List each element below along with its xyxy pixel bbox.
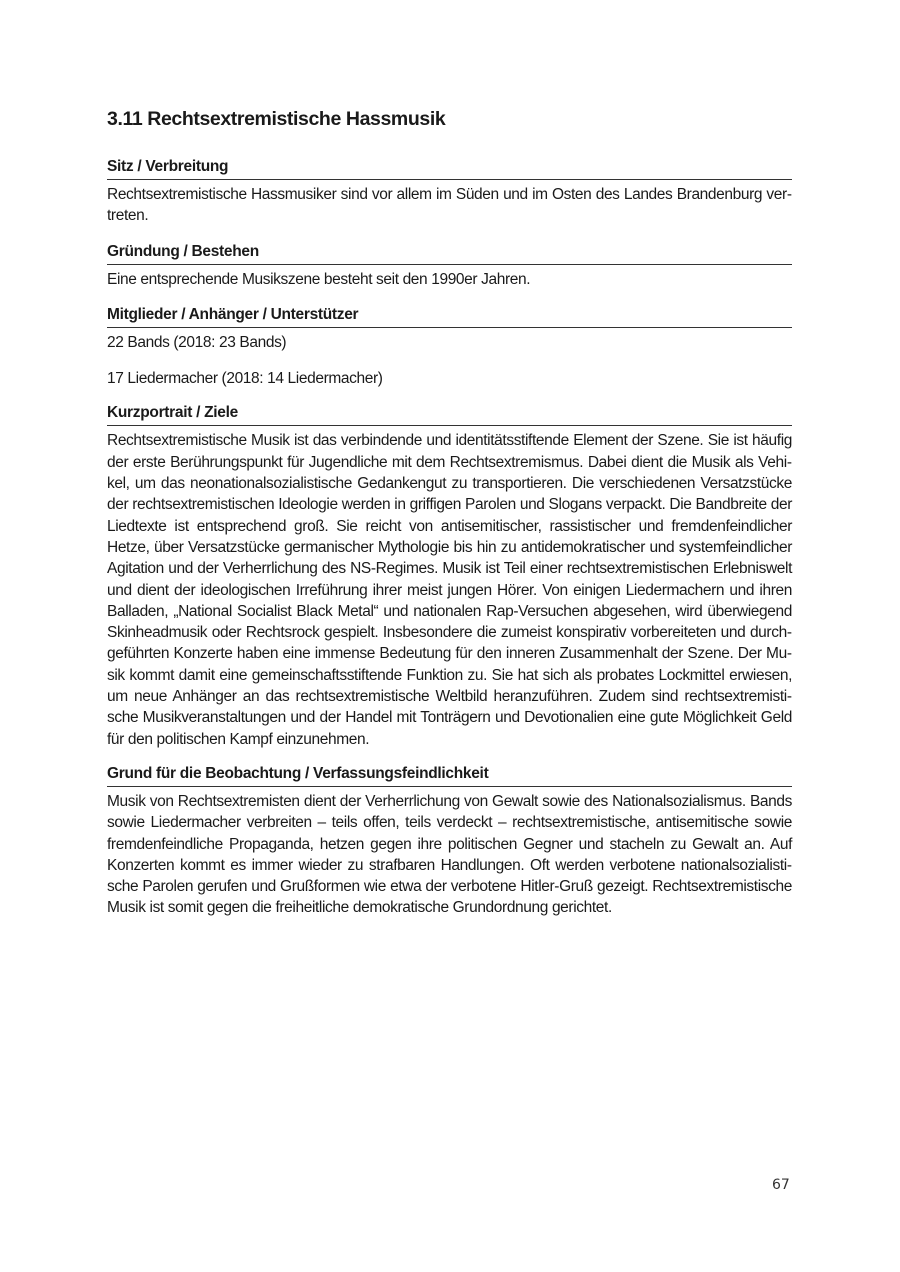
section-title: 3.11 Rechtsextremistische Hassmusik xyxy=(107,108,446,130)
section-heading: Gründung / Bestehen xyxy=(107,242,792,265)
section-paragraph: Rechtsextremistische Musik ist das verbindende und identitätsstiftende Element der Szene. Sie ist häufig der erste Berührungspunkt für Jugendliche mit dem Rechtsextremismus. Dabei dient die Musik als Vehikel, um das neonationalsozialistische Gedankengut zu transportieren. Die verschiedenen Versatzstücke der rechtsextremistischen Ideologie werden in griffigen Parolen und Slogans verpackt. Die Bandbreite der Liedtexte ist entsprechend groß. Sie reicht von antisemitischer, rassistischer und fremdenfeindlicher Hetze, über Versatzstücke germanischer Mythologie bis hin zu antidemokratischer und systemfeindlicher Agitation und der Verherrlichung des NS-Regimes. Musik ist Teil einer rechtsextremistischen Erlebniswelt und dient der ideologischen Irreführung ihrer meist jungen Hörer. Von einigen Liedermachern und ihren Balladen, „National Socialist Black Metal“ und nationalen Rap-Versuchen abgesehen, wird überwiegend Skinheadmusik oder Rechtsrock gespielt. Insbesondere die zumeist konspirativ vorbereiteten und durchgeführten Konzerte haben eine immense Bedeutung für den inneren Zusammenhalt der Szene. Der Musik kommt damit eine gemeinschaftsstiftende Funktion zu. Sie hat sich als probates Lockmittel erwiesen, um neue Anhänger an das rechtsextremistische Weltbild heranzuführen. Zudem sind rechtsextremistische Musikveranstaltungen und der Handel mit Tonträgern und Devotionalien eine gute Möglichkeit Geld für den politischen Kampf einzunehmen. xyxy=(107,432,792,748)
section-paragraph: 22 Bands (2018: 23 Bands) xyxy=(107,333,287,351)
section-paragraph: Rechtsextremistische Hassmusiker sind vor allem im Süden und im Osten des Landes Brandenburg vertreten. xyxy=(107,186,792,225)
section-paragraph: 17 Liedermacher (2018: 14 Liedermacher) xyxy=(107,370,383,388)
section-grund-beobachtung xyxy=(107,764,792,919)
document-page xyxy=(107,104,792,919)
section-heading: Kurzportrait / Ziele xyxy=(107,403,792,426)
section-paragraph: Musik von Rechtsextremisten dient der Verherrlichung von Gewalt sowie des Nationalsozialismus. Bands sowie Liedermacher verbreiten – teils offen, teils verdeckt – rechtsextremistische, antisemitische sowie fremdenfeindliche Propaganda, hetzen gegen ihre politischen Gegner und stacheln zu Gewalt an. Auf Konzerten kommt es immer wieder zu strafbaren Handlungen. Oft werden verbotene nationalsozialistische Parolen gerufen und Grußformen wie etwa der verbotene Hitler-Gruß gezeigt. Rechtsextremistische Musik ist somit gegen die freiheitliche demokratische Grundordnung gerichtet. xyxy=(107,792,792,917)
page-number: 67 xyxy=(772,1177,790,1193)
section-kurzportrait-ziele xyxy=(107,403,792,749)
section-sitz-verbreitung xyxy=(107,157,792,227)
section-mitglieder xyxy=(107,305,792,390)
section-heading: Grund für die Beobachtung / Verfassungsfeindlichkeit xyxy=(107,764,792,787)
section-gruendung-bestehen xyxy=(107,242,792,290)
section-heading: Mitglieder / Anhänger / Unterstützer xyxy=(107,305,792,328)
section-paragraph: Eine entsprechende Musikszene besteht seit den 1990er Jahren. xyxy=(107,270,531,288)
section-heading: Sitz / Verbreitung xyxy=(107,157,792,180)
